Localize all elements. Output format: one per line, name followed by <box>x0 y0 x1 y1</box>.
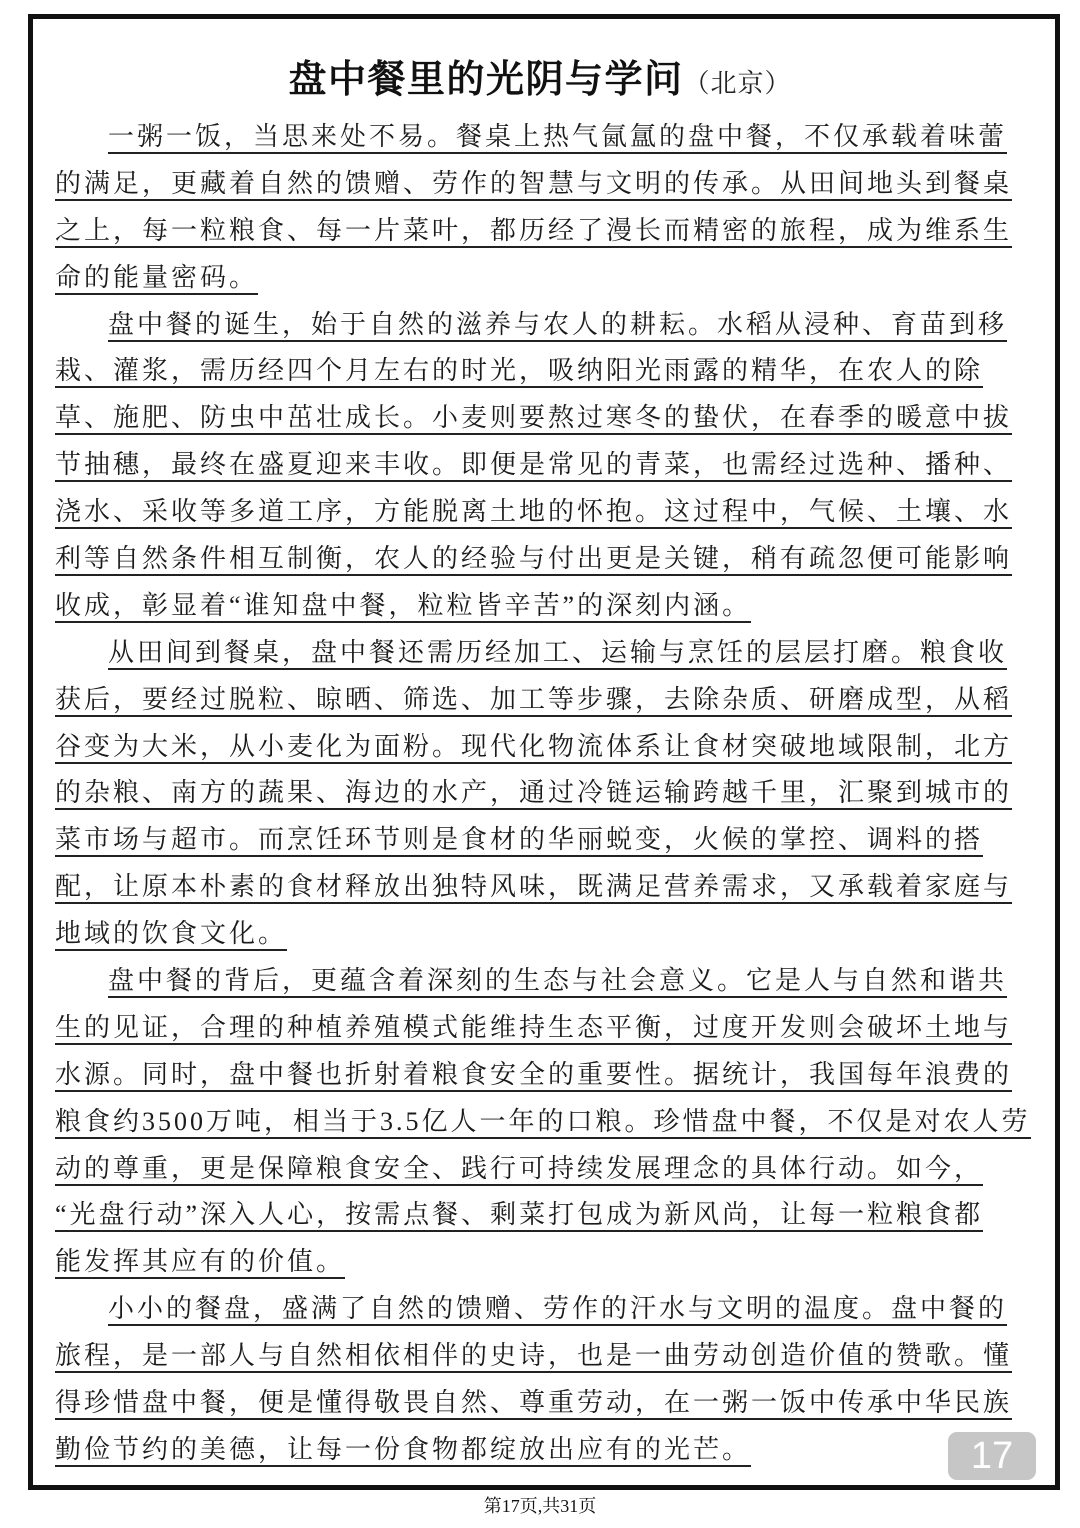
line-text: 的杂粮、南方的蔬果、海边的水产，通过冷链运输跨越千里，汇聚到城市的 <box>55 778 1012 810</box>
line-text: 获后，要经过脱粒、晾晒、筛选、加工等步骤，去除杂质、研磨成型，从稻 <box>55 685 1012 717</box>
text-line <box>55 114 1050 161</box>
paragraph-2 <box>55 302 1050 630</box>
document-body <box>55 114 1050 1474</box>
line-text: 之上，每一粒粮食、每一片菜叶，都历经了漫长而精密的旅程，成为维系生 <box>55 216 1012 248</box>
text-line <box>55 958 1050 1005</box>
line-text: 节抽穗，最终在盛夏迎来丰收。即便是常见的青菜，也需经过选种、播种、 <box>55 450 1012 482</box>
text-line <box>55 1052 1050 1099</box>
text-line <box>55 864 1050 911</box>
line-text: 谷变为大米，从小麦化为面粉。现代化物流体系让食材突破地域限制，北方 <box>55 732 1012 764</box>
text-line <box>55 1099 1050 1146</box>
line-text: 小小的餐盘，盛满了自然的馈赠、劳作的汗水与文明的温度。盘中餐的 <box>108 1294 1007 1326</box>
text-line <box>55 208 1050 255</box>
text-line <box>55 1333 1050 1380</box>
title-location-note: （北京） <box>683 69 792 98</box>
text-line <box>55 348 1050 395</box>
paragraph-1 <box>55 114 1050 302</box>
text-line <box>55 724 1050 771</box>
line-text: 动的尊重，更是保障粮食安全、践行可持续发展理念的具体行动。如今， <box>55 1154 983 1186</box>
line-text: 草、施肥、防虫中茁壮成长。小麦则要熬过寒冬的蛰伏，在春季的暖意中拔 <box>55 403 1012 435</box>
text-line <box>55 911 1050 958</box>
text-line <box>55 1427 1050 1474</box>
line-text: 收成，彰显着“谁知盘中餐，粒粒皆辛苦”的深刻内涵。 <box>55 591 751 623</box>
text-line <box>55 770 1050 817</box>
line-text: 能发挥其应有的价值。 <box>55 1247 345 1279</box>
line-text: 一粥一饭，当思来处不易。餐桌上热气氤氲的盘中餐，不仅承载着味蕾 <box>108 122 1007 154</box>
line-text: 利等自然条件相互制衡，农人的经验与付出更是关键，稍有疏忽便可能影响 <box>55 544 1012 576</box>
line-text: “光盘行动”深入人心，按需点餐、剩菜打包成为新风尚，让每一粒粮食都 <box>55 1200 983 1232</box>
line-text: 盘中餐的背后，更蕴含着深刻的生态与社会意义。它是人与自然和谐共 <box>108 966 1007 998</box>
text-line <box>55 161 1050 208</box>
text-line <box>55 395 1050 442</box>
line-text: 菜市场与超市。而烹饪环节则是食材的华丽蜕变，火候的掌控、调料的搭 <box>55 825 983 857</box>
line-text: 从田间到餐桌，盘中餐还需历经加工、运输与烹饪的层层打磨。粮食收 <box>108 638 1007 670</box>
line-text: 地域的饮食文化。 <box>55 919 287 951</box>
text-line <box>55 255 1050 302</box>
text-line <box>55 442 1050 489</box>
title-row <box>0 54 1080 114</box>
line-text: 的满足，更藏着自然的馈赠、劳作的智慧与文明的传承。从田间地头到餐桌 <box>55 169 1012 201</box>
text-line <box>55 536 1050 583</box>
paragraph-5 <box>55 1286 1050 1474</box>
text-line <box>55 302 1050 349</box>
line-text: 旅程，是一部人与自然相依相伴的史诗，也是一曲劳动创造价值的赞歌。懂 <box>55 1341 1012 1373</box>
line-text: 勤俭节约的美德，让每一份食物都绽放出应有的光芒。 <box>55 1435 751 1467</box>
line-text: 粮食约3500万吨，相当于3.5亿人一年的口粮。珍惜盘中餐，不仅是对农人劳 <box>55 1107 1031 1139</box>
text-line <box>55 630 1050 677</box>
line-text: 栽、灌浆，需历经四个月左右的时光，吸纳阳光雨露的精华，在农人的除 <box>55 356 983 388</box>
text-line <box>55 677 1050 724</box>
text-line <box>55 1380 1050 1427</box>
line-text: 水源。同时，盘中餐也折射着粮食安全的重要性。据统计，我国每年浪费的 <box>55 1060 1012 1092</box>
text-line <box>55 583 1050 630</box>
text-line <box>55 817 1050 864</box>
page-number-badge: 17 <box>948 1432 1036 1480</box>
line-text: 浇水、采收等多道工序，方能脱离土地的怀抱。这过程中，气候、土壤、水 <box>55 497 1012 529</box>
paragraph-4 <box>55 958 1050 1286</box>
text-line <box>55 1286 1050 1333</box>
document-title: 盘中餐里的光阴与学问 <box>288 59 684 101</box>
text-line <box>55 1005 1050 1052</box>
text-line <box>55 1192 1050 1239</box>
text-line <box>55 1146 1050 1193</box>
line-text: 配，让原本朴素的食材释放出独特风味，既满足营养需求，又承载着家庭与 <box>55 872 1012 904</box>
line-text: 得珍惜盘中餐，便是懂得敬畏自然、尊重劳动，在一粥一饭中传承中华民族 <box>55 1388 1012 1420</box>
line-text: 生的见证，合理的种植养殖模式能维持生态平衡，过度开发则会破坏土地与 <box>55 1013 1012 1045</box>
paragraph-3 <box>55 630 1050 958</box>
text-line <box>55 489 1050 536</box>
page-footer: 第17页,共31页 <box>483 1496 597 1516</box>
text-line <box>55 1239 1050 1286</box>
line-text: 盘中餐的诞生，始于自然的滋养与农人的耕耘。水稻从浸种、育苗到移 <box>108 310 1007 342</box>
line-text: 命的能量密码。 <box>55 263 258 295</box>
